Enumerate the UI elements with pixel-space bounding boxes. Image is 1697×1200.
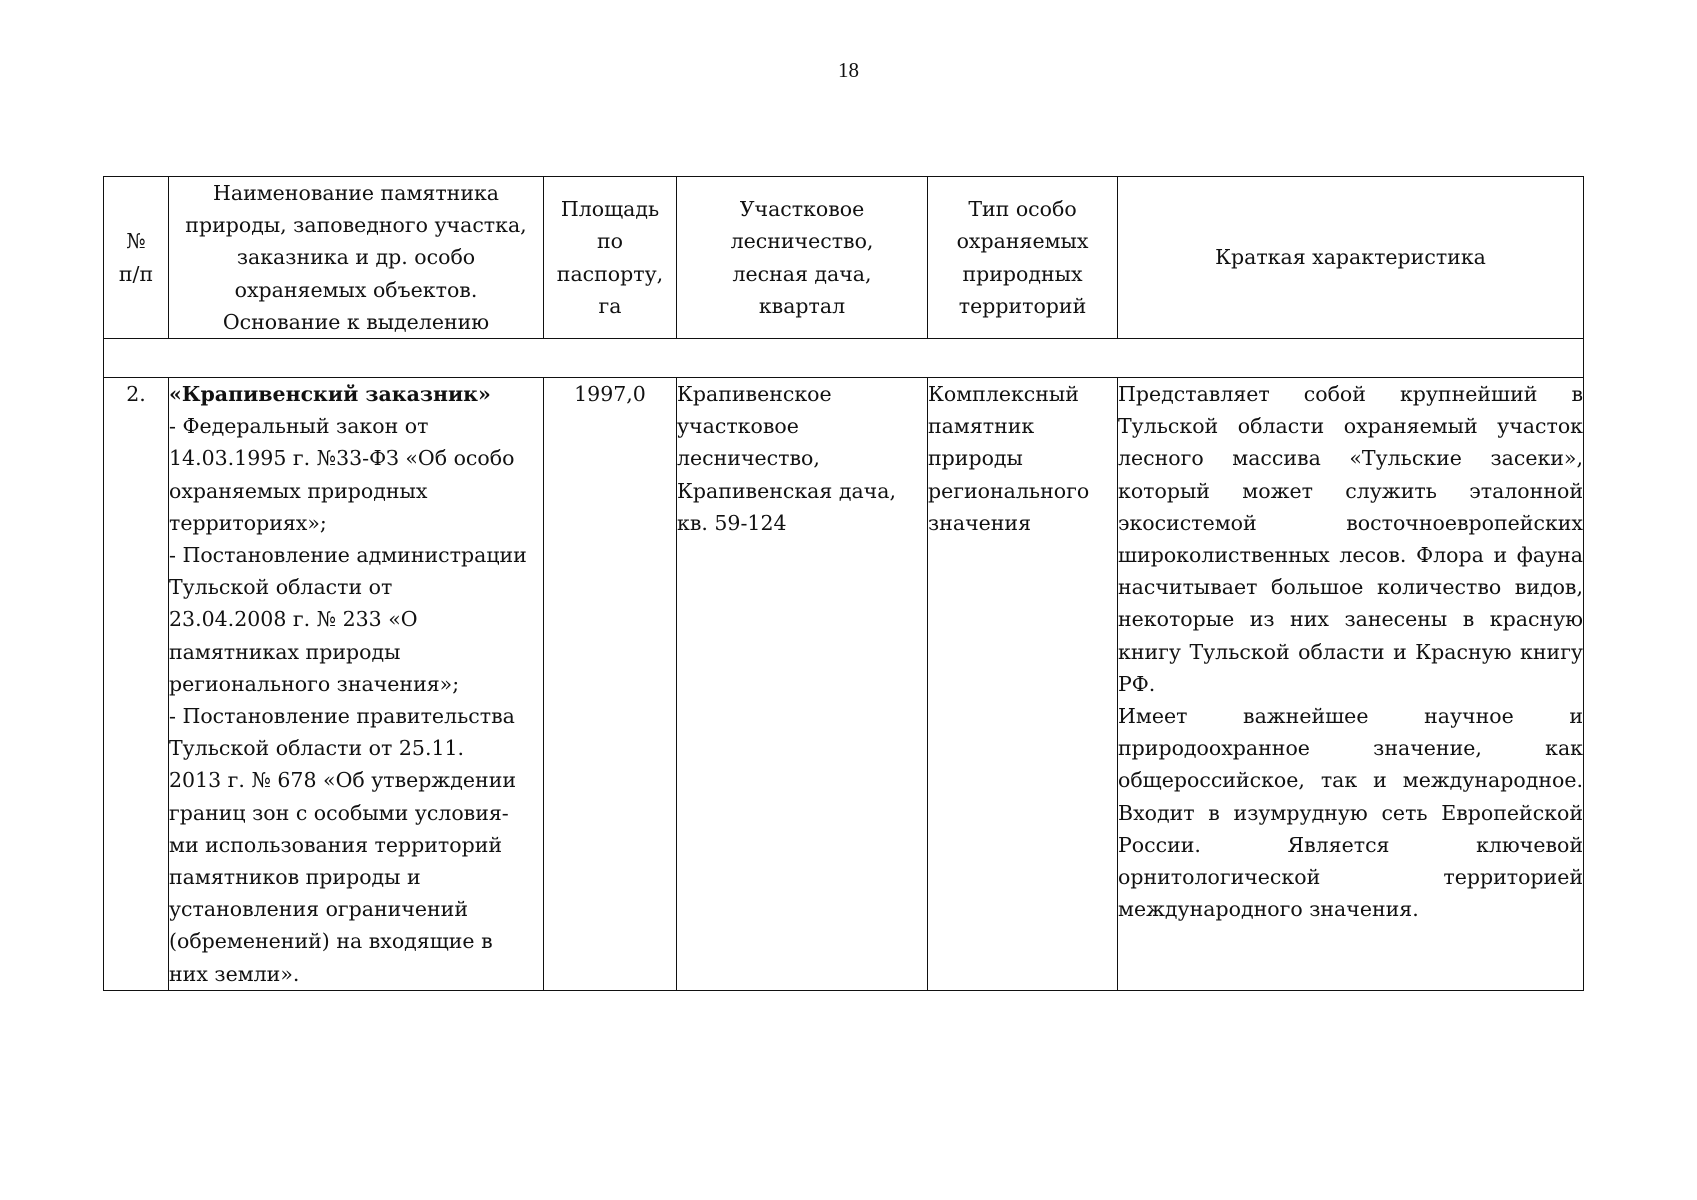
row-forestry-cell: [677, 378, 928, 991]
type-line: памятник: [928, 414, 1035, 439]
basis-line: 14.03.1995 г. №33-ФЗ «Об особо: [169, 446, 515, 471]
basis-line: ми использования территорий: [169, 832, 503, 857]
row-description-cell: [1118, 378, 1584, 991]
basis-line: установления ограничений: [169, 897, 469, 922]
basis-line: территориях»;: [169, 510, 327, 535]
row-type-cell: [928, 378, 1118, 991]
type-line: природы: [928, 446, 1023, 471]
header-type: Тип особо охраняемых природных территорий: [928, 177, 1118, 339]
header-name: Наименование памятника природы, заповедного участка, заказника и др. особо охраняемых объектов. Основание к выделению: [169, 177, 544, 339]
basis-line: Тульской области от 25.11.: [169, 736, 465, 761]
forestry-line: участковое: [677, 414, 799, 439]
forestry-line: Крапивенская дача,: [677, 478, 896, 503]
basis-line: - Постановление администрации: [169, 543, 527, 568]
header-area: Площадь по паспорту, га: [544, 177, 677, 339]
table-spacer-row: [104, 339, 1584, 378]
forestry-line: кв. 59-124: [677, 510, 787, 535]
basis-line: границ зон с особыми условия-: [169, 800, 509, 825]
header-description: Краткая характеристика: [1118, 177, 1584, 339]
type-line: регионального: [928, 478, 1090, 503]
description-paragraph: Представляет собой крупнейший в Тульской области охраняемый участок лесного массива «Тульские засеки», который может служить эталонной экосистемой восточноевропейских широколиственных лесов. Флора и фауна насчитывает большое количество видов, некоторые из них занесены в красную книгу Тульской области и Красную книгу РФ.: [1118, 382, 1583, 696]
type-line: Комплексный: [928, 382, 1079, 407]
row-area-cell: [544, 378, 677, 991]
reserve-name: «Крапивенский заказник»: [169, 382, 491, 407]
basis-line: (обременений) на входящие в: [169, 929, 493, 954]
header-forestry: Участковое лесничество, лесная дача, квартал: [677, 177, 928, 339]
table-row: [104, 378, 1584, 991]
protected-areas-table: [103, 176, 1584, 991]
basis-line: 2013 г. № 678 «Об утверждении: [169, 768, 517, 793]
row-num-cell: [104, 378, 169, 991]
description-paragraph: Имеет важнейшее научное и природоохранное значение, как общероссийское, так и международное. Входит в изумрудную сеть Европейской России. Является ключевой орнитологической территорией международного значения.: [1118, 704, 1583, 922]
header-num: № п/п: [104, 177, 169, 339]
basis-line: - Постановление правительства: [169, 704, 515, 729]
basis-line: регионального значения»;: [169, 671, 460, 696]
forestry-line: Крапивенское: [677, 382, 832, 407]
basis-line: памятниках природы: [169, 639, 401, 664]
table-header-row: [104, 177, 1584, 339]
row-num: 2.: [126, 382, 146, 407]
basis-line: охраняемых природных: [169, 478, 428, 503]
basis-line: - Федеральный закон от: [169, 414, 429, 439]
page-number: 18: [838, 58, 859, 82]
basis-line: памятников природы и: [169, 865, 421, 890]
row-name-cell: [169, 378, 544, 991]
row-area: 1997,0: [574, 382, 646, 407]
basis-line: 23.04.2008 г. № 233 «О: [169, 607, 418, 632]
forestry-line: лесничество,: [677, 446, 820, 471]
spacer-cell: [104, 339, 1584, 378]
type-line: значения: [928, 510, 1032, 535]
basis-line: них земли».: [169, 961, 300, 986]
basis-line: Тульской области от: [169, 575, 393, 600]
